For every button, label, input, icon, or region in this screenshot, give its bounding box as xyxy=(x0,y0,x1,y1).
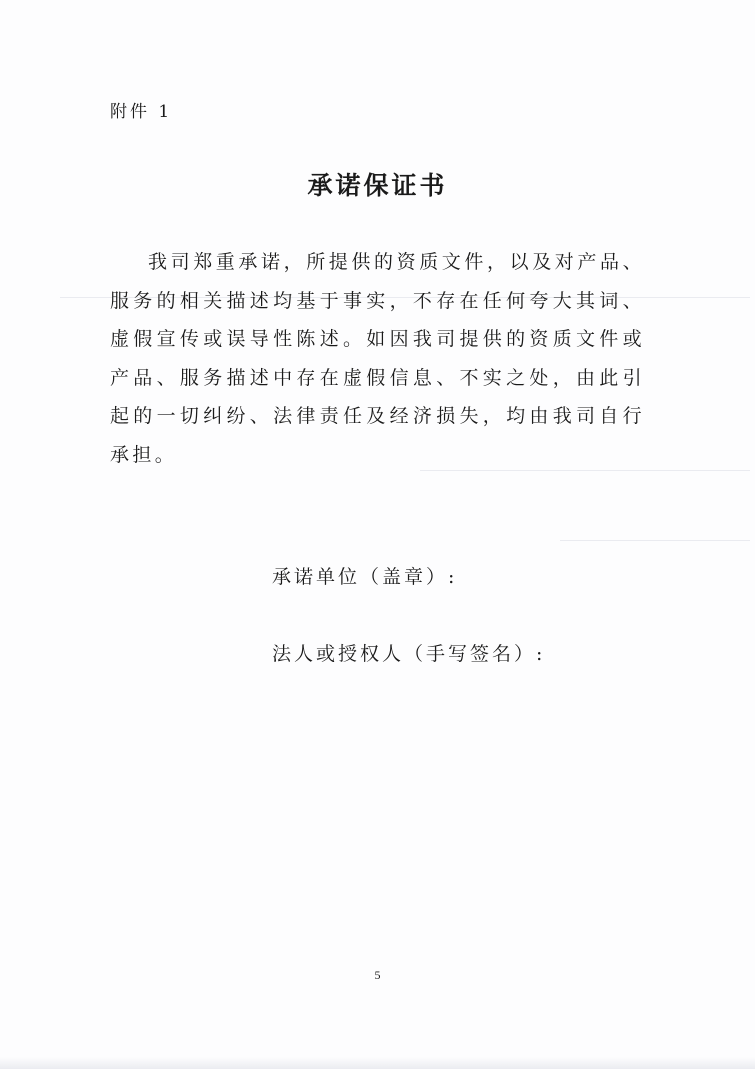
document-title: 承诺保证书 xyxy=(307,171,448,200)
commitment-paragraph: 我司郑重承诺，所提供的资质文件，以及对产品、服务的相关描述均基于事实，不存在任何夸大其词、虚假宣传或误导性陈述。如因我司提供的资质文件或产品、服务描述中存在虚假信息、不实之处，由此引起的一切纠纷、法律责任及经济损失，均由我司自行承担。 xyxy=(110,251,645,466)
scan-bottom-edge xyxy=(0,1057,755,1069)
scan-artifact xyxy=(560,540,750,541)
signature-unit-label: 承诺单位（盖章）: xyxy=(272,566,458,588)
attachment-label: 附件 1 xyxy=(110,102,173,122)
page-number: 5 xyxy=(374,968,381,982)
signature-person-label: 法人或授权人（手写签名）: xyxy=(272,643,546,665)
